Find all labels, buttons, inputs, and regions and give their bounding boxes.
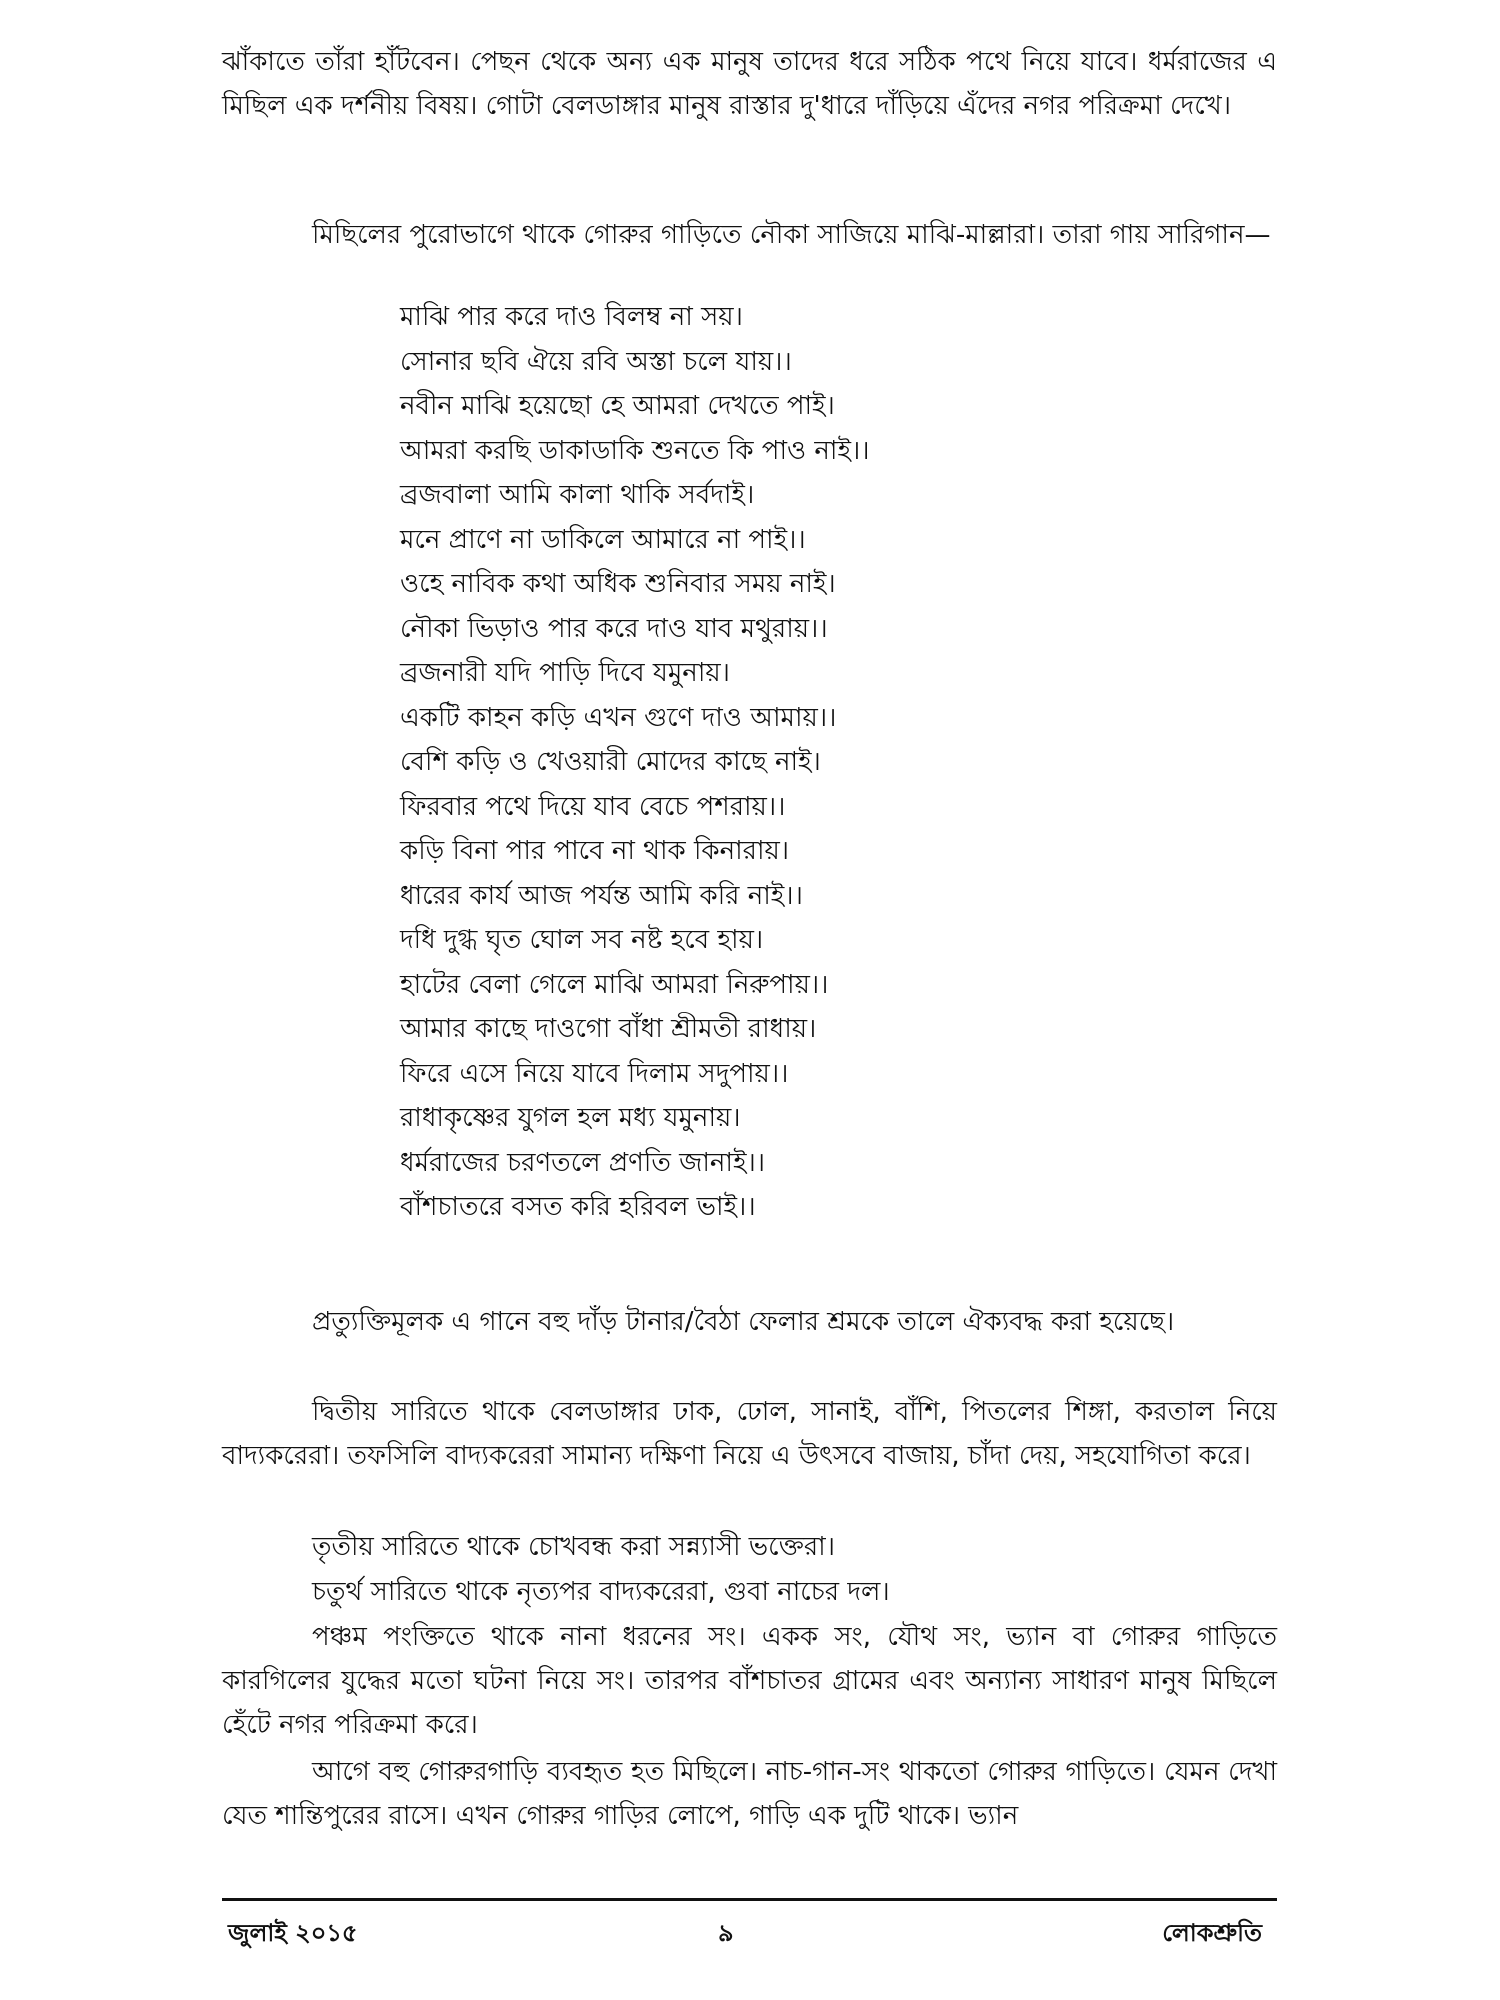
verse-line: নবীন মাঝি হয়েছো হে আমরা দেখতে পাই। [400,391,835,421]
verse-line: বেশি কড়ি ও খেওয়ারী মোদের কাছে নাই। [400,747,821,777]
paragraph-responsorial: প্রত্যুক্তিমূলক এ গানে বহু দাঁড় টানার/বৈঠা ফেলার শ্রমকে তালে ঐক্যবদ্ধ করা হয়েছে। [312,1307,1175,1337]
paragraph-second-row: দ্বিতীয় সারিতে থাকে বেলডাঙ্গার ঢাক, ঢোল, সানাই, বাঁশি, পিতলের শিঙ্গা, করতাল নিয়ে বাদ্যকরেরা। তফসিলি বাদ্যকরেরা সামান্য দক্ষিণা নিয়ে এ উৎসবে বাজায়, চাঁদা দেয়, সহযোগিতা করে। [222,1397,1277,1471]
verse-line: ধর্মরাজের চরণতলে প্রণতি জানাই।। [400,1147,766,1178]
footer-divider [222,1898,1277,1901]
page-number: ৯ [718,1919,734,1947]
footer-date: জুলাই ২০১৫ [228,1919,358,1947]
verse-line: ব্রজবালা আমি কালা থাকি সর্বদাই। [400,480,755,510]
verse-line: কড়ি বিনা পার পাবে না থাক কিনারায়। [400,836,790,866]
verse-line: একটি কাহন কড়ি এখন গুণে দাও আমায়।। [400,702,837,733]
verse-line: বাঁশচাতরে বসত করি হরিবল ভাই।। [400,1192,756,1222]
verse-line: মাঝি পার করে দাও বিলম্ব না সয়। [400,302,743,332]
verse-line: মনে প্রাণে না ডাকিলে আমারে না পাই।। [400,524,806,555]
verse-line: ওহে নাবিক কথা অধিক শুনিবার সময় নাই। [400,569,836,599]
journal-name: লোকশ্রুতি [1162,1919,1262,1947]
verse-line: সোনার ছবি ঐয়ে রবি অস্তা চলে যায়।। [400,346,792,377]
paragraph-bullock-carts: আগে বহু গোরুরগাড়ি ব্যবহৃত হত মিছিলে। নাচ-গান-সং থাকতো গোরুর গাড়িতে। যেমন দেখা যেত শান্তিপুরের রাসে। এখন গোরুর গাড়ির লোপে, গাড়ি এক দুটি থাকে। ভ্যান [222,1757,1277,1831]
verse-line: আমরা করছি ডাকাডাকি শুনতে কি পাও নাই।। [400,435,870,466]
verse-line: রাধাকৃষ্ণের যুগল হল মধ্য যমুনায়। [400,1103,741,1133]
verse-line: আমার কাছে দাওগো বাঁধা শ্রীমতী রাধায়। [400,1014,817,1044]
verse-line: ফিরবার পথে দিয়ে যাব বেচে পশরায়।। [400,791,786,822]
paragraph-fifth-row: পঞ্চম পংক্তিতে থাকে নানা ধরনের সং। একক সং, যৌথ সং, ভ্যান বা গোরুর গাড়িতে কারগিলের যুদ্ধের মতো ঘটনা নিয়ে সং। তারপর বাঁশচাতর গ্রামের এবং অন্যান্য সাধারণ মানুষ মিছিলে হেঁটে নগর পরিক্রমা করে। [222,1622,1277,1740]
sari-song-verse [400,295,1220,1230]
verse-line: হাটের বেলা গেলে মাঝি আমরা নিরুপায়।। [400,969,829,1000]
verse-line: দধি দুগ্ধ ঘৃত ঘোল সব নষ্ট হবে হায়। [400,925,764,955]
paragraph-fourth-row: চতুর্থ সারিতে থাকে নৃত্যপর বাদ্যকরেরা, গুবা নাচের দল। [312,1577,890,1607]
verse-line: ফিরে এসে নিয়ে যাবে দিলাম সদুপায়।। [400,1058,789,1089]
verse-line: ব্রজনারী যদি পাড়ি দিবে যমুনায়। [400,658,730,688]
paragraph-third-row: তৃতীয় সারিতে থাকে চোখবন্ধ করা সন্ন্যাসী ভক্তেরা। [312,1532,835,1562]
verse-line: ধারের কার্য আজ পর্যন্ত আমি করি নাই।। [400,880,803,911]
paragraph-procession-walk: ঝাঁকাতে তাঁরা হাঁটবেন। পেছন থেকে অন্য এক মানুষ তাদের ধরে সঠিক পথে নিয়ে যাবে। ধর্মরাজের এ মিছিল এক দর্শনীয় বিষয়। গোটা বেলডাঙ্গার মানুষ রাস্তার দু'ধারে দাঁড়িয়ে এঁদের নগর পরিক্রমা দেখে। [222,47,1277,121]
verse-line: নৌকা ভিড়াও পার করে দাও যাব মথুরায়।। [400,613,828,644]
paragraph-boatmen: মিছিলের পুরোভাগে থাকে গোরুর গাড়িতে নৌকা সাজিয়ে মাঝি-মাল্লারা। তারা গায় সারিগান— [312,220,1271,250]
